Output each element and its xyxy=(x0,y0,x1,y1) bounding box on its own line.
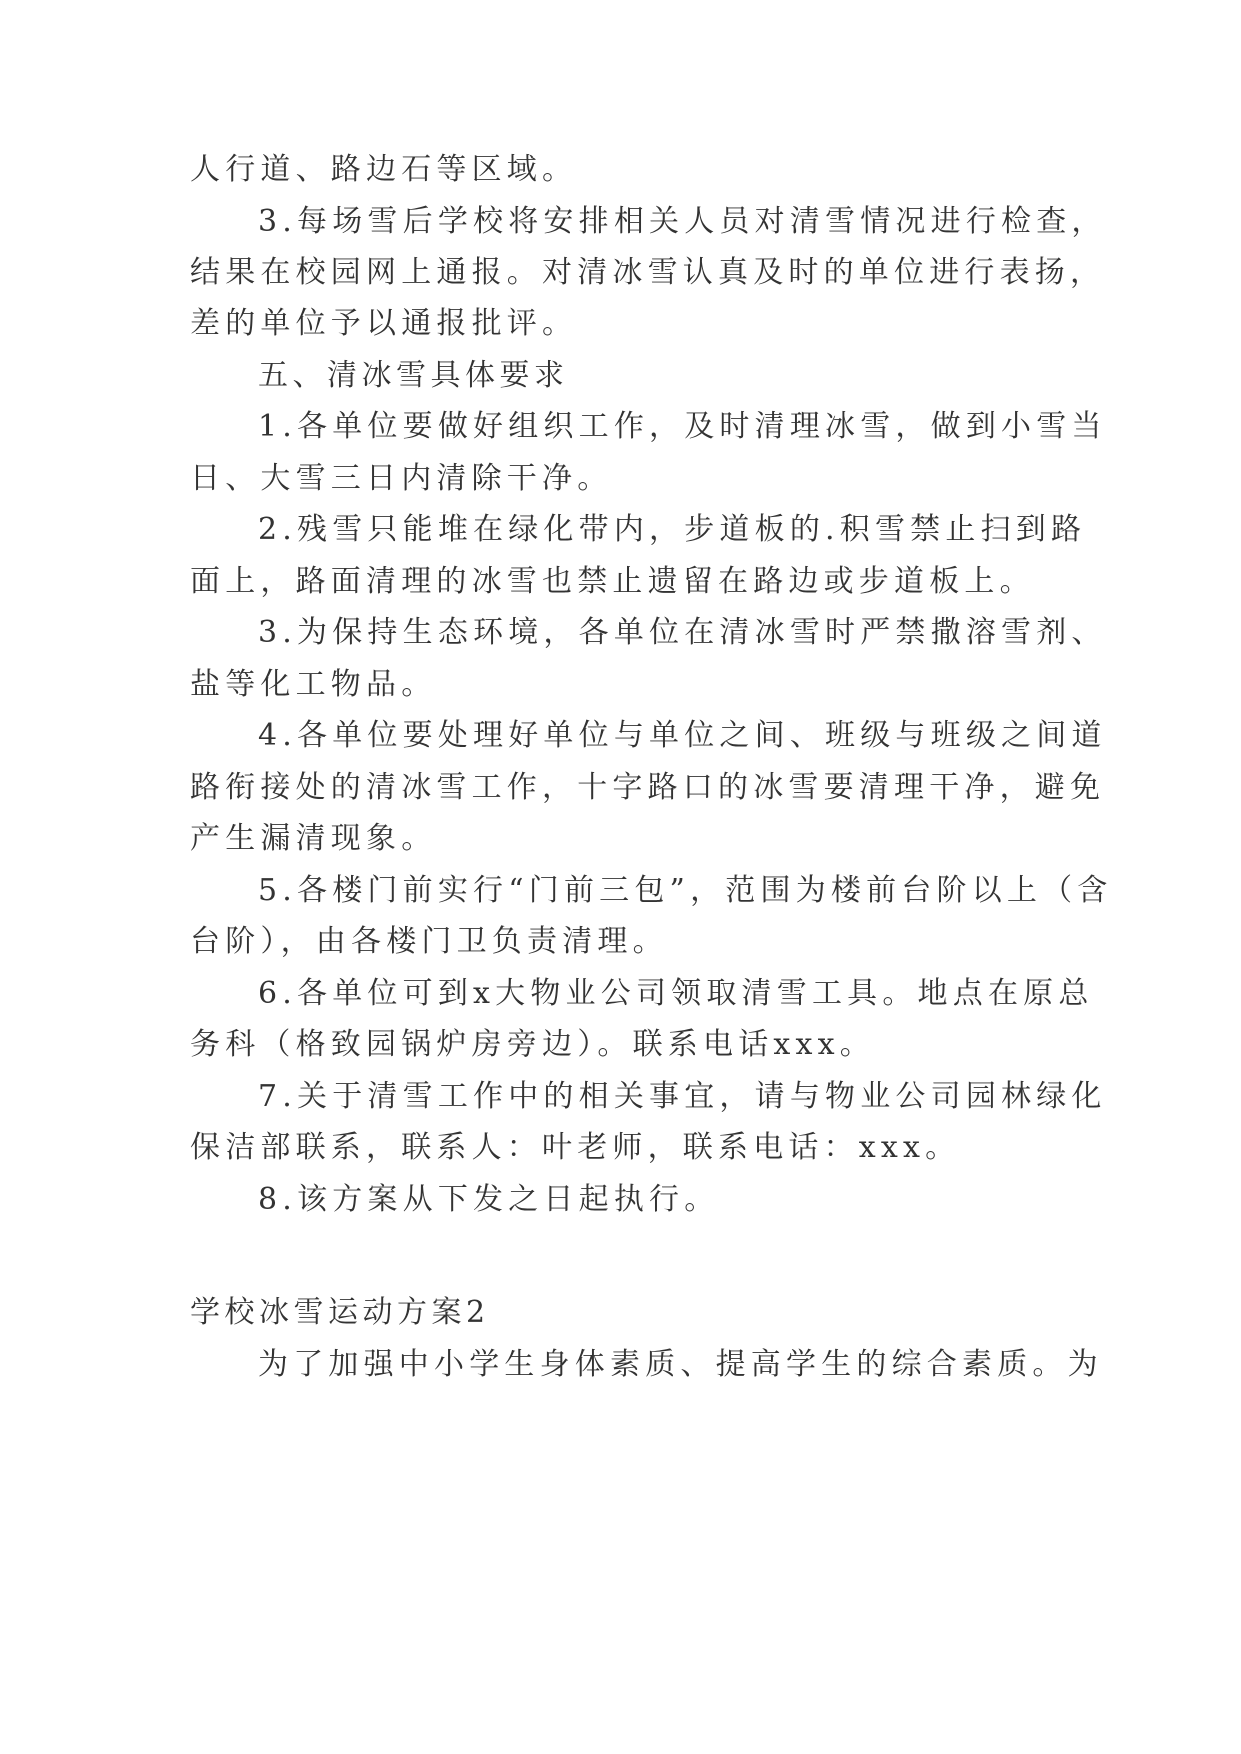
paragraph-line: 结果在校园网上通报。对清冰雪认真及时的单位进行表扬， xyxy=(190,255,1106,290)
paragraph-line: 8.该方案从下发之日起执行。 xyxy=(258,1182,720,1217)
paragraph-line: 路衔接处的清冰雪工作，十字路口的冰雪要清理干净，避免 xyxy=(190,770,1106,805)
paragraph-line: 人行道、路边石等区域。 xyxy=(190,152,578,187)
document-title: 学校冰雪运动方案2 xyxy=(190,1295,490,1330)
paragraph-line: 1.各单位要做好组织工作，及时清理冰雪，做到小雪当 xyxy=(258,409,1107,444)
paragraph-line: 台阶），由各楼门卫负责清理。 xyxy=(190,924,668,959)
paragraph-line: 3.每场雪后学校将安排相关人员对清雪情况进行检查， xyxy=(258,204,1107,239)
paragraph-line: 差的单位予以通报批评。 xyxy=(190,306,578,341)
paragraph-line: 日、大雪三日内清除干净。 xyxy=(190,461,613,496)
paragraph-line: 盐等化工物品。 xyxy=(190,667,437,702)
paragraph-line: 面上，路面清理的冰雪也禁止遗留在路边或步道板上。 xyxy=(190,564,1035,599)
paragraph-line: 为了加强中小学生身体素质、提高学生的综合素质。为 xyxy=(258,1347,1103,1382)
paragraph-line: 3.为保持生态环境，各单位在清冰雪时严禁撒溶雪剂、 xyxy=(258,615,1107,650)
paragraph-line: 务科（格致园锅炉房旁边）。联系电话xxx。 xyxy=(190,1027,875,1062)
paragraph-line: 6.各单位可到x大物业公司领取清雪工具。地点在原总 xyxy=(258,976,1094,1011)
paragraph-line: 2.残雪只能堆在绿化带内，步道板的.积雪禁止扫到路 xyxy=(258,512,1087,547)
paragraph-line: 4.各单位要处理好单位与单位之间、班级与班级之间道 xyxy=(258,718,1107,753)
section-heading: 五、清冰雪具体要求 xyxy=(258,358,569,393)
paragraph-line: 7.关于清雪工作中的相关事宜，请与物业公司园林绿化 xyxy=(258,1079,1107,1114)
paragraph-line: 产生漏清现象。 xyxy=(190,821,437,856)
paragraph-line: 5.各楼门前实行“门前三包”，范围为楼前台阶以上（含 xyxy=(258,873,1113,908)
paragraph-line: 保洁部联系，联系人：叶老师，联系电话：xxx。 xyxy=(190,1130,961,1165)
